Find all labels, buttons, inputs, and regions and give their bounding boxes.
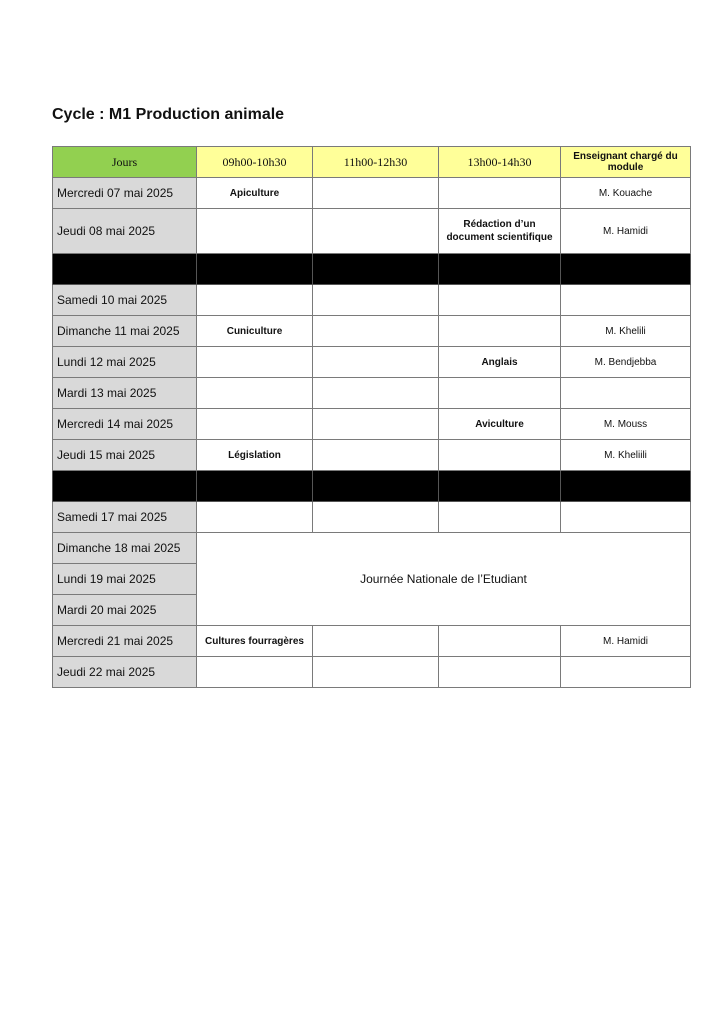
day-cell: Jeudi 08 mai 2025: [53, 209, 197, 254]
slot-2-cell: [313, 657, 439, 688]
day-cell: Dimanche 11 mai 2025: [53, 316, 197, 347]
table-row: [53, 657, 691, 688]
separator-cell: [561, 471, 691, 502]
separator-cell: [439, 471, 561, 502]
slot-1-cell: Cuniculture: [197, 316, 313, 347]
day-cell: Jeudi 15 mai 2025: [53, 440, 197, 471]
slot-3-cell: Anglais: [439, 347, 561, 378]
slot-1-cell: Cultures fourragères: [197, 626, 313, 657]
day-cell: Lundi 19 mai 2025: [53, 564, 197, 595]
slot-3-cell: [439, 285, 561, 316]
schedule-table: [52, 146, 691, 688]
separator-cell: [53, 254, 197, 285]
teacher-cell: M. Kouache: [561, 178, 691, 209]
day-cell: Mercredi 07 mai 2025: [53, 178, 197, 209]
slot-2-cell: [313, 347, 439, 378]
teacher-cell: [561, 285, 691, 316]
teacher-cell: M. Khelili: [561, 316, 691, 347]
slot-1-cell: Législation: [197, 440, 313, 471]
separator-cell: [197, 254, 313, 285]
day-cell: Samedi 10 mai 2025: [53, 285, 197, 316]
header-teacher: Enseignant chargé du module: [561, 147, 691, 178]
slot-3-cell: [439, 440, 561, 471]
slot-3-cell: [439, 657, 561, 688]
slot-3-cell: [439, 178, 561, 209]
teacher-cell: M. Hamidi: [561, 209, 691, 254]
table-row: [53, 378, 691, 409]
slot-3-cell: [439, 378, 561, 409]
teacher-cell: M. Bendjebba: [561, 347, 691, 378]
separator-cell: [197, 471, 313, 502]
table-row: [53, 347, 691, 378]
slot-2-cell: [313, 209, 439, 254]
table-row: [53, 409, 691, 440]
holiday-cell: Journée Nationale de l’Etudiant: [197, 533, 691, 626]
separator-cell: [53, 471, 197, 502]
table-row: [53, 285, 691, 316]
day-cell: Jeudi 22 mai 2025: [53, 657, 197, 688]
slot-3-cell: Rédaction d’un document scientifique: [439, 209, 561, 254]
teacher-cell: [561, 657, 691, 688]
header-row: [53, 147, 691, 178]
teacher-cell: M. Hamidi: [561, 626, 691, 657]
header-slot-3: 13h00-14h30: [439, 147, 561, 178]
day-cell: Mardi 13 mai 2025: [53, 378, 197, 409]
separator-cell: [313, 471, 439, 502]
slot-2-cell: [313, 285, 439, 316]
table-row: [53, 533, 691, 564]
slot-1-cell: [197, 502, 313, 533]
slot-3-cell: [439, 316, 561, 347]
separator-cell: [313, 254, 439, 285]
slot-2-cell: [313, 409, 439, 440]
separator-row: [53, 254, 691, 285]
slot-1-cell: [197, 378, 313, 409]
slot-2-cell: [313, 316, 439, 347]
teacher-cell: M. Mouss: [561, 409, 691, 440]
slot-1-cell: [197, 409, 313, 440]
slot-2-cell: [313, 440, 439, 471]
teacher-cell: [561, 378, 691, 409]
slot-3-cell: [439, 502, 561, 533]
slot-2-cell: [313, 378, 439, 409]
day-cell: Mardi 20 mai 2025: [53, 595, 197, 626]
table-row: [53, 316, 691, 347]
page-title: Cycle : M1 Production animale: [52, 106, 285, 123]
header-day: Jours: [53, 147, 197, 178]
slot-2-cell: [313, 502, 439, 533]
header-slot-1: 09h00-10h30: [197, 147, 313, 178]
slot-2-cell: [313, 626, 439, 657]
day-cell: Mercredi 21 mai 2025: [53, 626, 197, 657]
slot-1-cell: [197, 285, 313, 316]
teacher-cell: [561, 502, 691, 533]
header-slot-2: 11h00-12h30: [313, 147, 439, 178]
slot-3-cell: Aviculture: [439, 409, 561, 440]
table-row: [53, 502, 691, 533]
day-cell: Lundi 12 mai 2025: [53, 347, 197, 378]
separator-cell: [439, 254, 561, 285]
day-cell: Mercredi 14 mai 2025: [53, 409, 197, 440]
slot-1-cell: [197, 347, 313, 378]
table-row: [53, 178, 691, 209]
slot-1-cell: Apiculture: [197, 178, 313, 209]
slot-3-cell: [439, 626, 561, 657]
separator-cell: [561, 254, 691, 285]
table-row: [53, 626, 691, 657]
day-cell: Samedi 17 mai 2025: [53, 502, 197, 533]
teacher-cell: M. Kheliili: [561, 440, 691, 471]
separator-row: [53, 471, 691, 502]
slot-1-cell: [197, 657, 313, 688]
table-row: [53, 440, 691, 471]
slot-1-cell: [197, 209, 313, 254]
slot-2-cell: [313, 178, 439, 209]
day-cell: Dimanche 18 mai 2025: [53, 533, 197, 564]
table-row: [53, 209, 691, 254]
